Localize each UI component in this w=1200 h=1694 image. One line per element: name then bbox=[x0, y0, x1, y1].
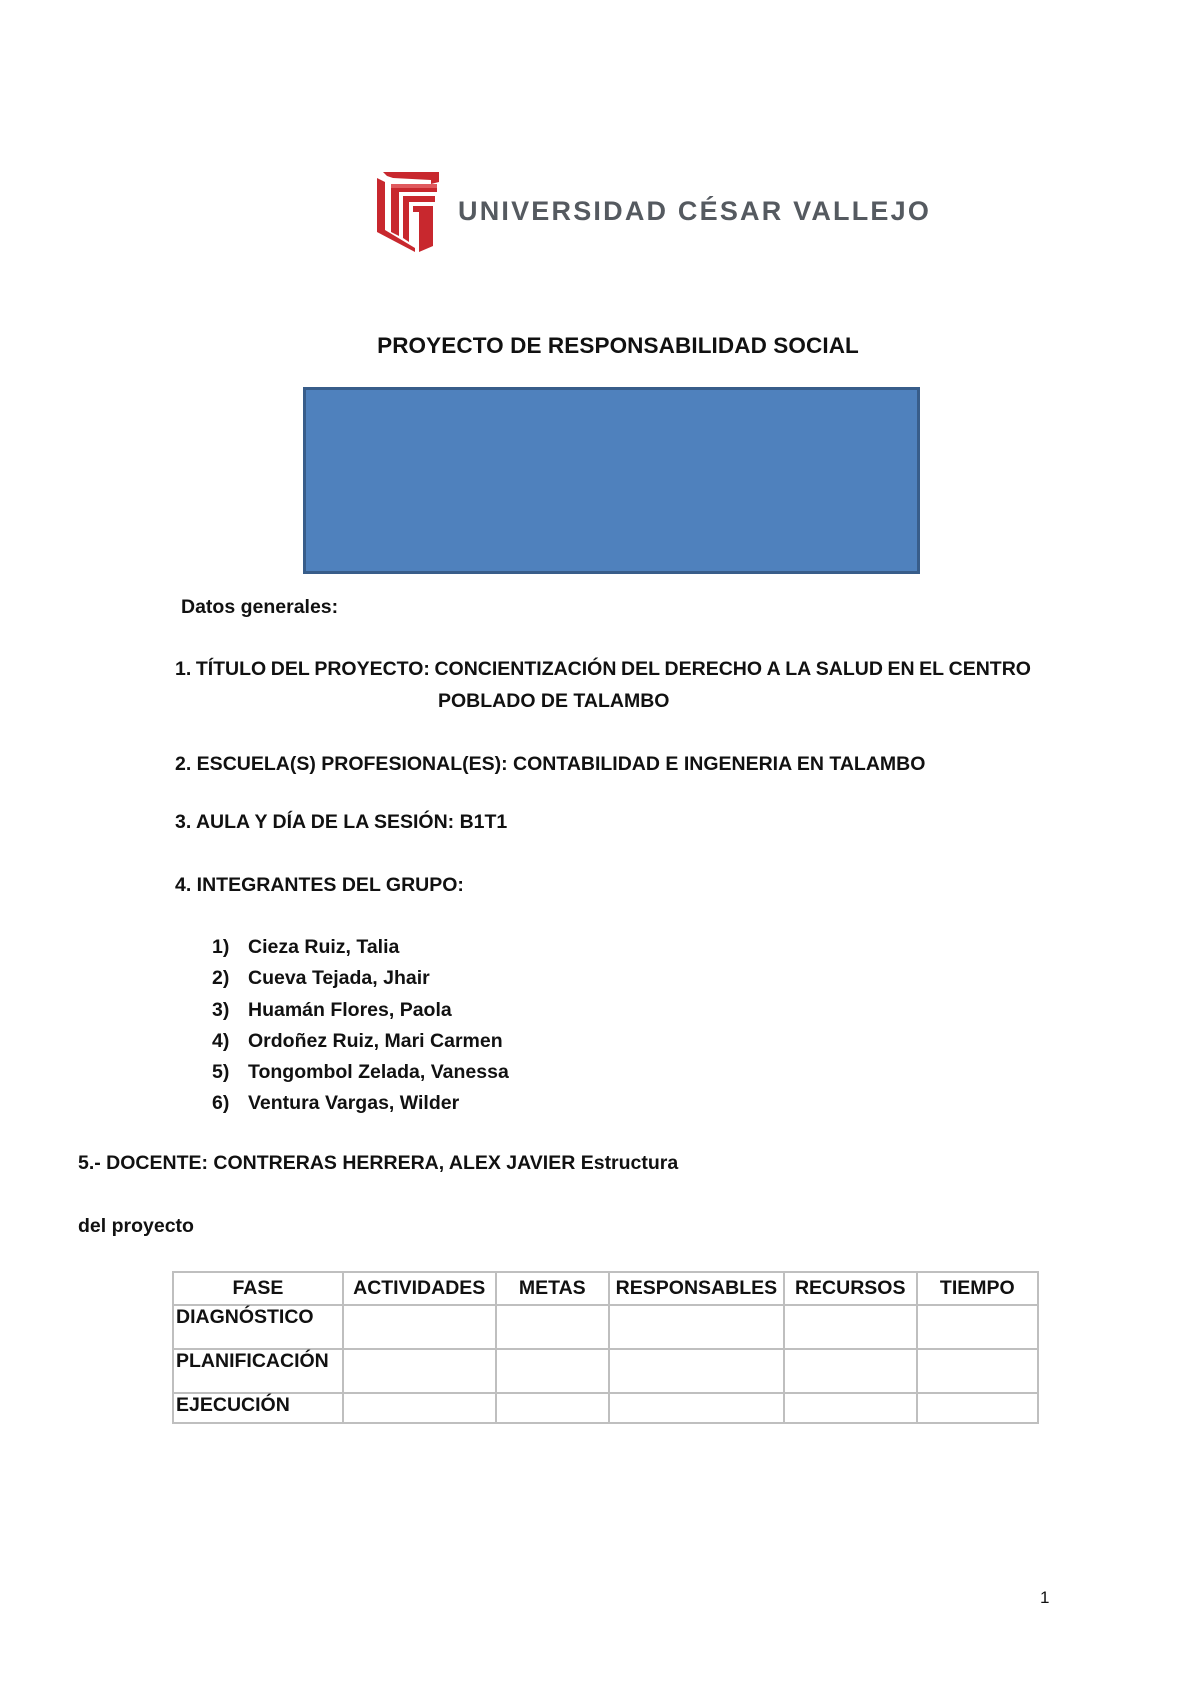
table-row bbox=[173, 1349, 1038, 1393]
page-title: PROYECTO DE RESPONSABILIDAD SOCIAL bbox=[377, 333, 859, 358]
member-name: Huamán Flores, Paola bbox=[248, 998, 452, 1021]
word: CENTRO bbox=[948, 658, 1031, 680]
member-name: Cueva Tejada, Jhair bbox=[248, 967, 430, 990]
table-cell bbox=[496, 1305, 609, 1349]
table-cell bbox=[496, 1349, 609, 1393]
table-header: ACTIVIDADES bbox=[343, 1272, 496, 1305]
members-list bbox=[212, 936, 509, 1124]
escuela-line: 2. ESCUELA(S) PROFESIONAL(ES): CONTABILIDAD E INGENERIA EN TALAMBO bbox=[175, 753, 926, 775]
word: EL bbox=[919, 658, 945, 680]
word: LA bbox=[785, 658, 812, 680]
university-shield-icon bbox=[375, 172, 445, 252]
aula-line: 3. AULA Y DÍA DE LA SESIÓN: B1T1 bbox=[175, 811, 508, 833]
word: EN bbox=[887, 658, 915, 680]
table-cell bbox=[784, 1349, 917, 1393]
datos-generales-label: Datos generales: bbox=[181, 596, 339, 618]
list-number: 1) bbox=[212, 936, 230, 958]
word: DERECHO bbox=[664, 658, 763, 680]
table-cell bbox=[917, 1349, 1038, 1393]
word: A bbox=[766, 658, 781, 680]
list-number: 6) bbox=[212, 1092, 230, 1115]
phase-cell: EJECUCIÓN bbox=[173, 1393, 343, 1423]
table-cell bbox=[784, 1305, 917, 1349]
member-name: Ventura Vargas, Wilder bbox=[248, 1092, 460, 1115]
word: CONCIENTIZACIÓN bbox=[434, 658, 617, 680]
list-number: 4) bbox=[212, 1029, 230, 1052]
list-item bbox=[212, 999, 509, 1030]
table-row bbox=[173, 1393, 1038, 1423]
list-item bbox=[212, 1092, 509, 1123]
logo-text: UNIVERSIDAD CÉSAR VALLEJO bbox=[458, 196, 932, 226]
list-number: 5) bbox=[212, 1061, 230, 1084]
table-cell bbox=[343, 1393, 496, 1423]
word: DEL bbox=[270, 658, 310, 680]
member-name: Ordoñez Ruiz, Mari Carmen bbox=[248, 1029, 503, 1052]
table-header: METAS bbox=[496, 1272, 609, 1305]
table-cell bbox=[496, 1393, 609, 1423]
list-number: 3) bbox=[212, 998, 230, 1021]
word: 1. bbox=[175, 658, 192, 680]
word: SALUD bbox=[815, 658, 883, 680]
word: TÍTULO bbox=[195, 658, 267, 680]
integrantes-line: 4. INTEGRANTES DEL GRUPO: bbox=[175, 874, 464, 896]
page-number: 1 bbox=[1040, 1588, 1050, 1607]
table-cell bbox=[609, 1305, 784, 1349]
list-number: 2) bbox=[212, 967, 230, 990]
member-name: Cieza Ruiz, Talia bbox=[248, 936, 400, 958]
table-cell bbox=[917, 1393, 1038, 1423]
list-item bbox=[212, 1061, 509, 1092]
table-header: FASE bbox=[173, 1272, 343, 1305]
table-header: RESPONSABLES bbox=[609, 1272, 784, 1305]
list-item bbox=[212, 1030, 509, 1061]
table-header: RECURSOS bbox=[784, 1272, 917, 1305]
word: PROYECTO: bbox=[314, 658, 430, 680]
table-header: TIEMPO bbox=[917, 1272, 1038, 1305]
title-box bbox=[303, 387, 920, 574]
project-title-continuation: POBLADO DE TALAMBO bbox=[438, 690, 670, 712]
phase-cell: DIAGNÓSTICO bbox=[173, 1305, 343, 1349]
docente-continuation: del proyecto bbox=[78, 1215, 194, 1237]
table-cell bbox=[343, 1349, 496, 1393]
table-cell bbox=[343, 1305, 496, 1349]
table-cell bbox=[609, 1349, 784, 1393]
table-row bbox=[173, 1305, 1038, 1349]
list-item bbox=[212, 936, 509, 967]
member-name: Tongombol Zelada, Vanessa bbox=[248, 1061, 509, 1084]
table-cell bbox=[784, 1393, 917, 1423]
list-item bbox=[212, 967, 509, 998]
docente-line: 5.- DOCENTE: CONTRERAS HERRERA, ALEX JAVIER Estructura bbox=[78, 1152, 679, 1174]
table-cell bbox=[609, 1393, 784, 1423]
table-cell bbox=[917, 1305, 1038, 1349]
phase-cell: PLANIFICACIÓN bbox=[173, 1349, 343, 1393]
table-header-row bbox=[173, 1272, 1038, 1305]
project-title-line bbox=[175, 658, 1031, 681]
project-structure-table bbox=[172, 1271, 1039, 1424]
word: DEL bbox=[620, 658, 660, 680]
